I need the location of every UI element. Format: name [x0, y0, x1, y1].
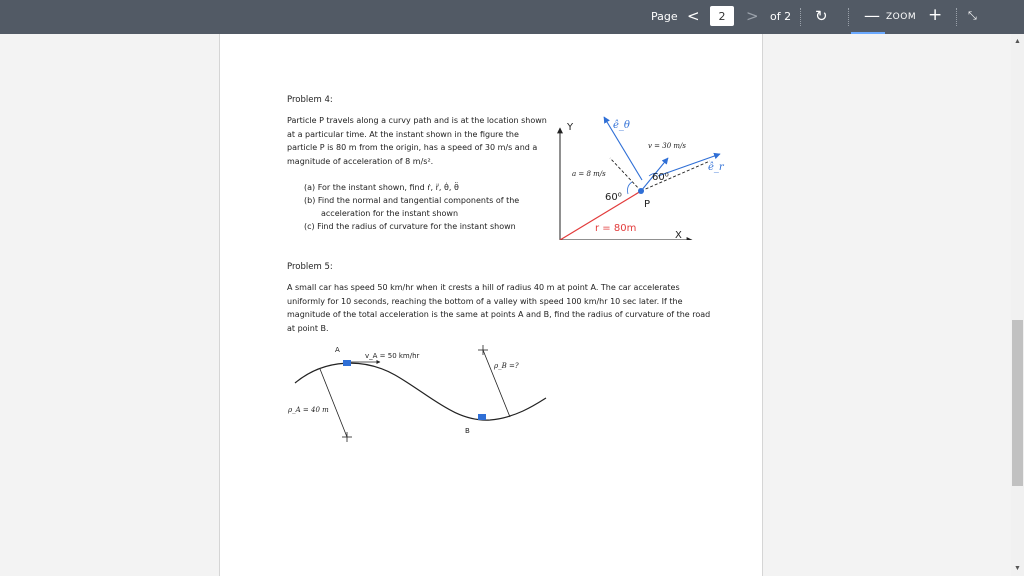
chevron-right-icon[interactable]: >	[746, 7, 759, 25]
scroll-up-arrow-icon[interactable]: ▲	[1014, 38, 1021, 45]
scrollbar-thumb[interactable]	[1012, 320, 1023, 486]
radius-a-line	[320, 369, 347, 437]
point-a-label: A	[335, 346, 340, 354]
radius-a-label: ρ_A = 40 m	[288, 406, 329, 414]
chevron-left-icon[interactable]: <	[687, 7, 700, 25]
problem-4-part-c: (c) Find the radius of curvature for the instant shown	[304, 222, 516, 231]
problem-4-part-b: (b) Find the normal and tangential components of the	[304, 196, 520, 205]
point-p-marker	[638, 188, 644, 194]
angle-upper-label: 60⁰	[652, 172, 669, 183]
problem-4-title: Problem 4:	[287, 95, 333, 105]
car-at-b	[478, 414, 486, 420]
page-number-input[interactable]	[710, 6, 734, 26]
page-label: Page	[651, 10, 678, 23]
problem-5-title: Problem 5:	[287, 262, 333, 272]
point-b-label: B	[465, 427, 470, 435]
pdf-toolbar	[0, 0, 1024, 34]
radius-b-line	[483, 350, 510, 417]
acceleration-label: a = 8 m/s	[572, 170, 606, 178]
point-p-label: P	[644, 199, 651, 210]
problem-4-part-b-continued: acceleration for the instant shown	[321, 209, 459, 218]
problem-5-figure	[280, 340, 560, 445]
e-theta-label: ê_θ	[613, 120, 630, 131]
velocity-a-label: v_A = 50 km/hr	[365, 352, 420, 360]
angle-arc-lower	[628, 182, 633, 194]
problem-4-figure	[540, 110, 730, 240]
car-at-a	[343, 360, 351, 366]
vertical-scrollbar[interactable]	[1011, 34, 1024, 576]
collapse-icon[interactable]: ⤡	[968, 9, 977, 22]
problem-5-description: A small car has speed 50 km/hr when it crests a hill of radius 40 m at point A. The car accelerates uniformly for 10 seconds, reaching the bottom of a valley with speed 100 km/hr 10 sec later. If the magnitude of the total acceleration is the same at points A and B, find the radius of curvature of the road at point B.	[287, 283, 711, 333]
toolbar-divider	[800, 8, 801, 26]
acceleration-dashed-line	[610, 158, 641, 191]
toolbar-divider	[848, 8, 849, 26]
velocity-label: v = 30 m/s	[648, 142, 686, 150]
zoom-label: ZOOM	[886, 12, 917, 22]
problem-4-part-a: (a) For the instant shown, find ṙ, r̈, θ̇, θ̈	[304, 183, 459, 192]
radius-label: r = 80m	[595, 223, 637, 234]
y-axis-label: Y	[567, 122, 574, 133]
x-axis-label: X	[675, 230, 682, 240]
toolbar-divider	[956, 8, 957, 26]
page-count-label: of 2	[770, 10, 792, 23]
road-curve	[295, 363, 546, 420]
zoom-in-button[interactable]: +	[928, 5, 943, 25]
angle-lower-label: 60⁰	[605, 192, 622, 203]
scroll-down-arrow-icon[interactable]: ▼	[1014, 565, 1021, 572]
zoom-out-button[interactable]: —	[864, 6, 880, 25]
e-r-label: ê_r	[708, 162, 724, 173]
rotate-icon[interactable]: ↻	[815, 7, 828, 25]
problem-4-description: Particle P travels along a curvy path and is at the location shown at a particular time. At the instant shown in the figure the particle P is 80 m from the origin, has a speed of 30 m/s and a magnitude of acceleration of 8 m/s².	[287, 116, 547, 166]
radius-b-label: ρ_B =?	[494, 362, 519, 370]
